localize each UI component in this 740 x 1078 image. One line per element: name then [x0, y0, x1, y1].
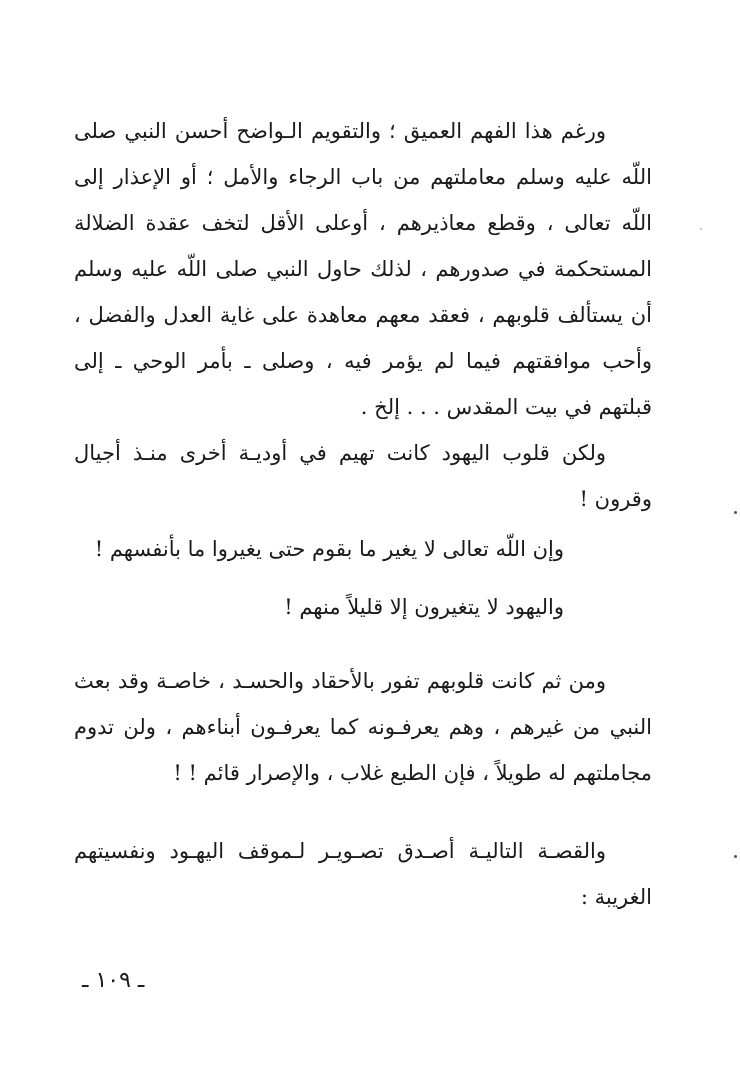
- verse-line-1: وإن اللّه تعالى لا يغير ما بقوم حتى يغيروا ما بأنفسهم !: [94, 537, 564, 561]
- paragraph-4: والقصـة التاليـة أصـدق تصـويـر لـموقف اليهـود ونفسيتهم الغريبة :: [74, 839, 652, 909]
- paragraph-1: ورغم هذا الفهم العميق ؛ والتقويم الـواضح أحسن النبي صلى اللّه عليه وسلم معاملتهم من باب الرجاء والأمل ؛ أو الإعذار إلى اللّه تعالى ، وقطع معاذيرهم ، أوعلى الأقل لتخف عقدة الضلالة المستحكمة في صدورهم ، لذلك حاول النبي صلى اللّه عليه وسلم أن يستألف قلوبهم ، فعقد معهم معاهدة على غاية العدل والفضل ، وأحب موافقتهم فيما لم يؤمر فيه ، وصلى ـ بأمر الوحي ـ إلى قبلتهم في بيت المقدس . . . إلخ .: [74, 119, 652, 419]
- page-number: ـ ١٠٩ ـ: [82, 968, 145, 993]
- paragraph-3: ومن ثم كانت قلوبهم تفور بالأحقاد والحسـد ، خاصـة وقد بعث النبي من غيرهم ، وهم يعرفـونه كما يعرفـون أبناءهم ، ولن تدوم مجاملتهم له طويلاً ، فإن الطبع غلاب ، والإصرار قائم ! !: [74, 669, 652, 785]
- verse-line-2: واليهود لا يتغيرون إلا قليلاً منهم !: [284, 595, 564, 619]
- scan-speck: [734, 855, 737, 858]
- scan-speck: [734, 511, 737, 514]
- scan-speck: [700, 228, 702, 230]
- paragraph-2: ولكن قلوب اليهود كانت تهيم في أوديـة أخرى منـذ أجيال وقرون !: [74, 441, 652, 511]
